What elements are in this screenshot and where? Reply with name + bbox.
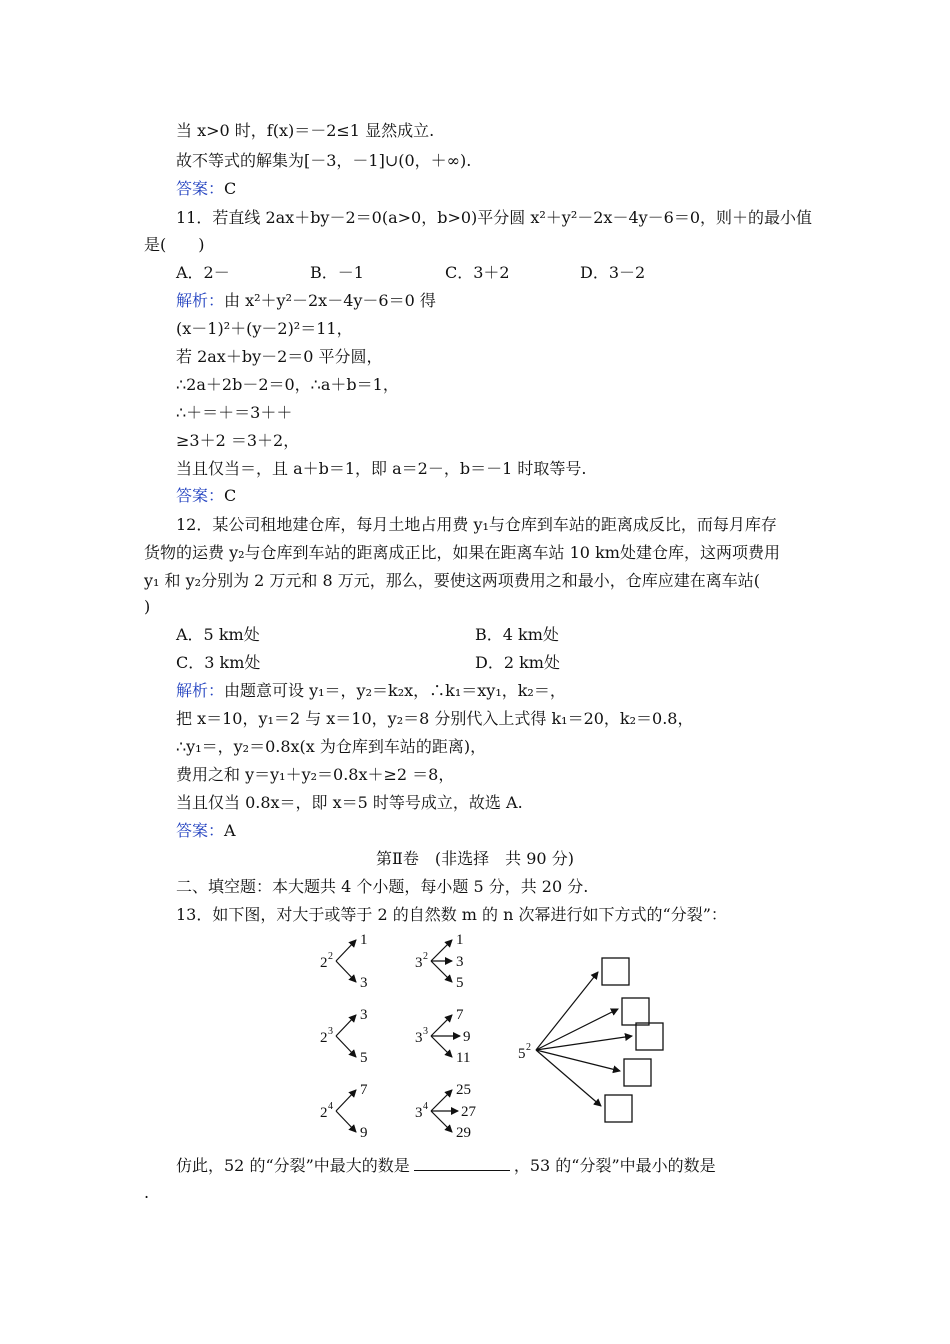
solution-text: 由 x²＋y²－2x－4y－6＝0 得 bbox=[224, 291, 436, 310]
question-text: 仿此，52 的“分裂”中最大的数是 bbox=[176, 1156, 410, 1175]
fig-exponent: 3 bbox=[328, 1026, 333, 1037]
split-arrow bbox=[336, 1090, 356, 1111]
answer-line bbox=[176, 820, 236, 842]
option-c: C．3＋2 bbox=[445, 263, 510, 282]
fig-exponent: 4 bbox=[328, 1101, 333, 1112]
fig-exponent: 2 bbox=[423, 951, 428, 962]
solution-label: 解析： bbox=[176, 291, 225, 310]
fig-exponent: 4 bbox=[423, 1101, 428, 1112]
answer-box bbox=[605, 1095, 632, 1122]
split-arrow bbox=[431, 961, 452, 982]
fill-blank[interactable] bbox=[414, 1154, 510, 1171]
answer-label: 答案： bbox=[176, 486, 225, 505]
solution-line: 把 x＝10，y₁＝2 与 x＝10，y₂＝8 分别代入上式得 k₁＝20，k₂＝0.8， bbox=[176, 709, 694, 728]
solution-line: ∴2a＋2b－2＝0，∴a＋b＝1， bbox=[176, 375, 399, 394]
fig-base: 3 bbox=[415, 1105, 423, 1121]
question-13-end: . bbox=[144, 1183, 150, 1202]
question-text: ，53 的“分裂”中最小的数是 bbox=[513, 1156, 716, 1175]
fig-term: 9 bbox=[360, 1125, 368, 1141]
fig-term: 1 bbox=[360, 932, 368, 948]
fig-base: 3 bbox=[415, 955, 423, 971]
question-11-cont: 是( ) bbox=[144, 235, 205, 254]
answer-line bbox=[176, 485, 236, 507]
question-12-cont: 货物的运费 y₂与仓库到车站的距离成正比，如果在距离车站 10 km处建仓库，这两项费用 bbox=[144, 543, 780, 562]
answer-box bbox=[624, 1059, 651, 1086]
fig-term: 5 bbox=[360, 1050, 368, 1066]
answer-box bbox=[622, 998, 649, 1025]
solution-line: ∴＋＝＋＝3＋＋ bbox=[176, 403, 293, 422]
option-d: D．2 km处 bbox=[475, 653, 560, 672]
split-arrow bbox=[431, 1015, 452, 1036]
question-13-tail bbox=[176, 1154, 716, 1177]
text-line: 故不等式的解集为[－3，－1]∪(0，＋∞). bbox=[176, 151, 472, 170]
solution-line bbox=[176, 290, 436, 312]
split-arrow bbox=[336, 961, 356, 982]
solution-line: ∴y₁＝，y₂＝0.8x(x 为仓库到车站的距离)， bbox=[176, 737, 487, 756]
option-b: B．4 km处 bbox=[475, 625, 559, 644]
fig-exponent: 2 bbox=[526, 1042, 531, 1053]
split-arrow bbox=[336, 940, 356, 961]
fig-term: 27 bbox=[461, 1104, 476, 1120]
power-split-figure bbox=[300, 925, 680, 1150]
fig-term: 29 bbox=[456, 1125, 471, 1141]
answer-box bbox=[636, 1023, 663, 1050]
option-a: A．2－ bbox=[176, 263, 230, 282]
split-arrow bbox=[336, 1036, 356, 1057]
solution-line: 当且仅当＝，且 a＋b＝1，即 a＝2－，b＝－1 时取等号. bbox=[176, 459, 587, 478]
solution-line: 当且仅当 0.8x＝，即 x＝5 时等号成立，故选 A. bbox=[176, 793, 523, 812]
section-title: 第Ⅱ卷 (非选择 共 90 分) bbox=[376, 849, 574, 868]
fig-exponent: 3 bbox=[423, 1026, 428, 1037]
solution-line: 若 2ax＋by－2＝0 平分圆， bbox=[176, 347, 383, 366]
fig-base: 3 bbox=[415, 1030, 423, 1046]
solution-text: 由题意可设 y₁＝，y₂＝k₂x，∴k₁＝xy₁，k₂＝， bbox=[224, 681, 566, 700]
text-line: 当 x>0 时，f(x)＝－2≤1 显然成立. bbox=[176, 121, 435, 140]
answer-line bbox=[176, 178, 236, 200]
split-arrow bbox=[336, 1015, 356, 1036]
fig-term: 3 bbox=[456, 954, 464, 970]
fig-base: 2 bbox=[320, 1030, 328, 1046]
solution-line: 费用之和 y＝y₁＋y₂＝0.8x＋≥2 ＝8， bbox=[176, 765, 455, 784]
option-d: D．3－2 bbox=[580, 263, 646, 282]
split-arrow bbox=[431, 1090, 452, 1111]
fig-term: 3 bbox=[360, 975, 368, 991]
fig-base: 5 bbox=[518, 1046, 526, 1062]
answer-label: 答案： bbox=[176, 821, 225, 840]
option-a: A．5 km处 bbox=[176, 625, 260, 644]
question-12: 12．某公司租地建仓库，每月土地占用费 y₁与仓库到车站的距离成反比，而每月库存 bbox=[176, 515, 777, 534]
fig-term: 1 bbox=[456, 932, 464, 948]
fig-term: 11 bbox=[456, 1050, 471, 1066]
fig-term: 25 bbox=[456, 1082, 471, 1098]
fig-term: 9 bbox=[463, 1029, 471, 1045]
split-arrow bbox=[431, 1036, 452, 1057]
fig-term: 5 bbox=[456, 975, 464, 991]
solution-line: (x－1)²＋(y－2)²＝11， bbox=[176, 319, 353, 338]
solution-line: ≥3＋2 ＝3＋2， bbox=[176, 431, 300, 450]
split-arrow bbox=[431, 1111, 452, 1132]
question-11: 11．若直线 2ax＋by－2＝0(a>0，b>0)平分圆 x²＋y²－2x－4y－6＝0，则＋的最小值 bbox=[176, 208, 813, 227]
fig-base: 2 bbox=[320, 955, 328, 971]
solution-label: 解析： bbox=[176, 681, 225, 700]
answer-box bbox=[602, 958, 629, 985]
answer-label: 答案： bbox=[176, 179, 225, 198]
answer-value: C bbox=[224, 179, 237, 198]
answer-value: A bbox=[224, 821, 236, 840]
fig-term: 3 bbox=[360, 1007, 368, 1023]
fig-base: 2 bbox=[320, 1105, 328, 1121]
fig-term: 7 bbox=[360, 1082, 368, 1098]
question-12-cont: ) bbox=[144, 597, 151, 616]
split-arrow bbox=[536, 972, 598, 1050]
split-arrow bbox=[336, 1111, 356, 1132]
split-arrow bbox=[431, 940, 452, 961]
option-b: B．－1 bbox=[310, 263, 364, 282]
solution-line bbox=[176, 680, 566, 702]
option-c: C．3 km处 bbox=[176, 653, 261, 672]
question-13: 13．如下图，对大于或等于 2 的自然数 m 的 n 次幂进行如下方式的“分裂”： bbox=[176, 905, 727, 924]
fig-term: 7 bbox=[456, 1007, 464, 1023]
fig-exponent: 2 bbox=[328, 951, 333, 962]
answer-value: C bbox=[224, 486, 237, 505]
section-description: 二、填空题：本大题共 4 个小题，每小题 5 分，共 20 分. bbox=[176, 877, 589, 896]
question-12-cont: y₁ 和 y₂分别为 2 万元和 8 万元，那么，要使这两项费用之和最小，仓库应建在离车站( bbox=[144, 571, 761, 590]
